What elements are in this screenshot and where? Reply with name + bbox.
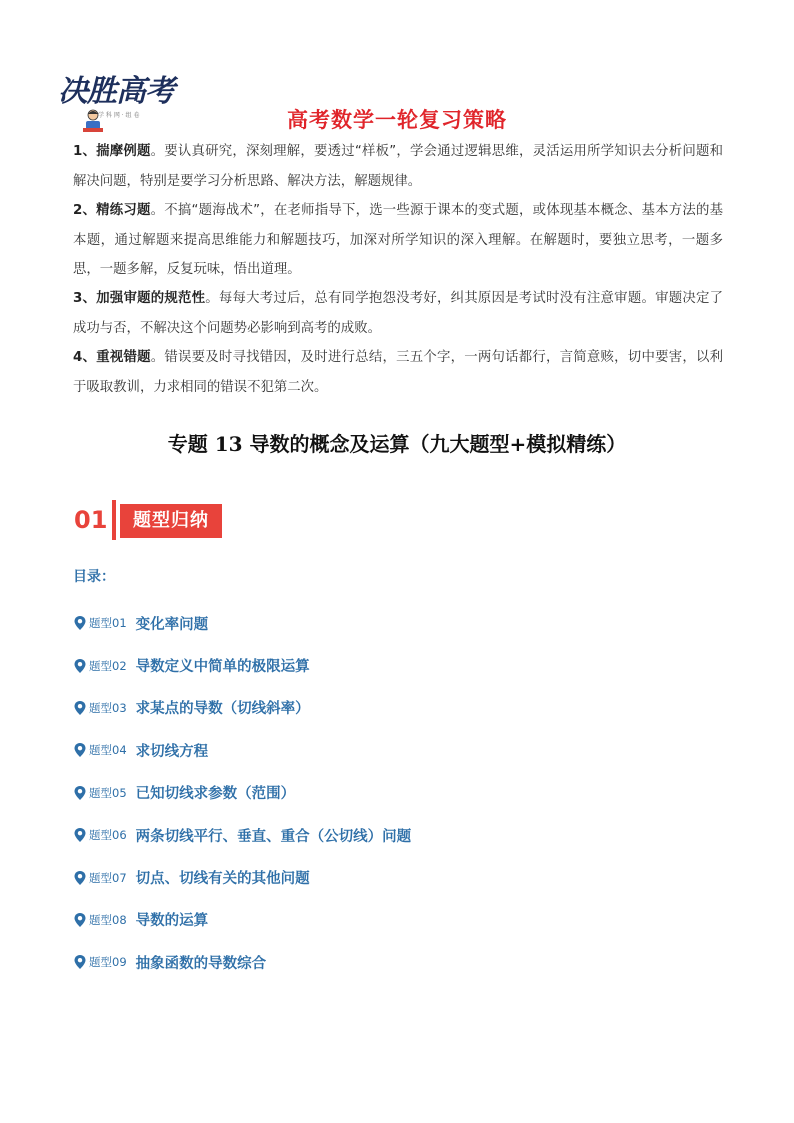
- map-pin-icon: [73, 615, 87, 631]
- toc-item-text: 求切线方程: [135, 743, 209, 760]
- toc-item-text: 变化率问题: [135, 616, 209, 633]
- map-pin-icon: [73, 785, 87, 801]
- strategy-lead: 4、重视错题: [73, 350, 151, 365]
- toc-item-text: 已知切线求参数（范围）: [135, 786, 296, 803]
- toc-item-text: 求某点的导数（切线斜率）: [135, 701, 310, 718]
- toc-item-number: 题型08: [89, 912, 127, 927]
- map-pin-icon: [73, 912, 87, 928]
- logo-text: 决胜高考: [58, 74, 174, 109]
- strategy-text: 。要认真研究，深刻理解，要透过“样板”，学会通过逻辑思维，灵活运用所学知识去分析问题和解决问题，特别是要学习分析思路、解决方法，解题规律。: [73, 144, 723, 189]
- toc-item-number: 题型02: [89, 658, 127, 673]
- toc-item-text: 切点、切线有关的其他问题: [135, 871, 310, 888]
- toc-item-text: 两条切线平行、垂直、重合（公切线）问题: [135, 828, 412, 845]
- toc-item-number: 题型03: [89, 700, 127, 715]
- toc-item-number: 题型01: [89, 616, 127, 631]
- map-pin-icon: [73, 870, 87, 886]
- toc-item-text: 导数定义中简单的极限运算: [135, 659, 310, 676]
- strategy-paragraph-2: [73, 196, 723, 285]
- map-pin-icon: [73, 658, 87, 674]
- strategy-paragraph-1: [73, 137, 723, 196]
- page-title: 高考数学一轮复习策略: [287, 108, 507, 132]
- toc-item[interactable]: [73, 644, 411, 686]
- toc-item-number: 题型07: [89, 870, 127, 885]
- toc-item[interactable]: [73, 729, 411, 771]
- section-number: 01: [74, 506, 108, 534]
- toc-item-text: 抽象函数的导数综合: [135, 955, 267, 972]
- strategy-text: 。错误要及时寻找错因，及时进行总结，三五个字，一两句话都行，言简意赅，切中要害，以利于吸取教训，力求相同的错误不犯第二次。: [73, 350, 723, 395]
- map-pin-icon: [73, 700, 87, 716]
- toc-item-text: 导数的运算: [135, 913, 209, 930]
- strategy-lead: 3、加强审题的规范性: [73, 291, 206, 306]
- map-pin-icon: [73, 954, 87, 970]
- toc-item-number: 题型05: [89, 785, 127, 800]
- toc-item[interactable]: [73, 899, 411, 941]
- toc-item[interactable]: [73, 687, 411, 729]
- topic-title: 专题 13 导数的概念及运算（九大题型+模拟精练）: [167, 432, 627, 456]
- strategy-text: 。不搞“题海战术”，在老师指导下，选一些源于课本的变式题，或体现基本概念、基本方法的基本题，通过解题来提高思维能力和解题技巧，加深对所学知识的深入理解。在解题时，要独立思考，一题多思，一题多解，反复玩味，悟出道理。: [73, 203, 723, 277]
- table-of-contents: [73, 602, 411, 984]
- toc-item-number: 题型06: [89, 828, 127, 843]
- toc-item[interactable]: [73, 772, 411, 814]
- strategy-lead: 2、精练习题: [73, 203, 151, 218]
- logo-subtext: 学 科 网 · 组 卷: [98, 112, 140, 119]
- map-pin-icon: [73, 827, 87, 843]
- strategy-paragraph-3: [73, 284, 723, 343]
- toc-item-number: 题型09: [89, 955, 127, 970]
- map-pin-icon: [73, 742, 87, 758]
- strategy-text: 。每每大考过后，总有同学抱怨没考好，纠其原因是考试时没有注意审题。审题决定了成功与否，不解决这个问题势必影响到高考的成败。: [73, 291, 723, 336]
- toc-item[interactable]: [73, 856, 411, 898]
- strategy-paragraph-4: [73, 343, 723, 402]
- toc-item[interactable]: [73, 814, 411, 856]
- section-label: 题型归纳: [120, 504, 222, 538]
- toc-item-number: 题型04: [89, 743, 127, 758]
- section-divider: [112, 500, 116, 540]
- strategy-lead: 1、揣摩例题: [73, 144, 151, 159]
- toc-item[interactable]: [73, 941, 411, 983]
- toc-heading: 目录：: [73, 569, 115, 585]
- toc-item[interactable]: [73, 602, 411, 644]
